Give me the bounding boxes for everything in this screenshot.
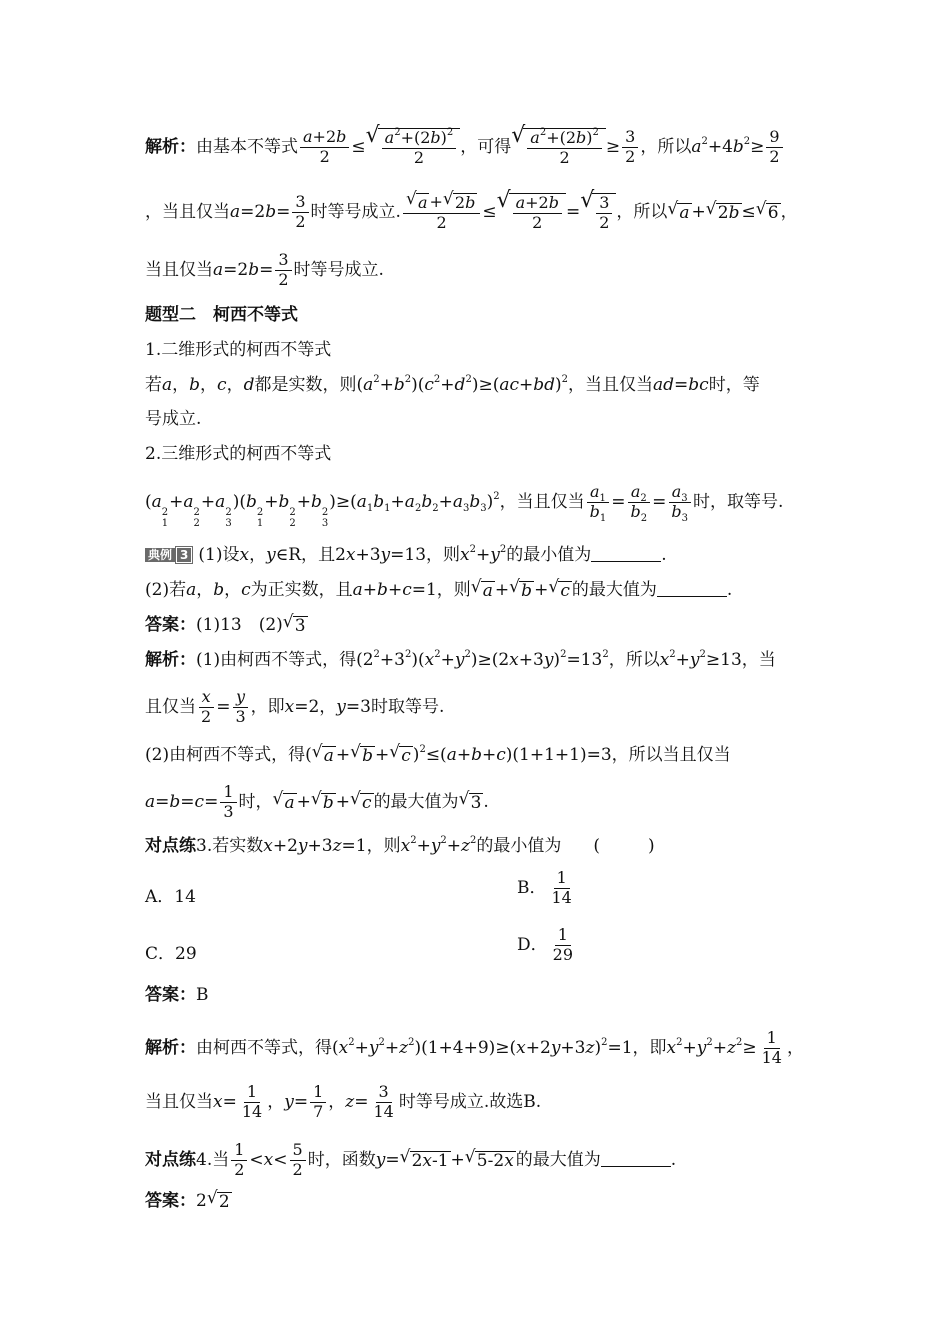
section-1-body-cont: 号成立. xyxy=(145,409,202,429)
answer-blank xyxy=(657,581,727,597)
practice-3-question: 对点练3.若实数x+2y+3z=1，则$x^2+y^2+z^2$的最小值为 ( ) xyxy=(145,835,655,856)
example-badge: 典例 3 xyxy=(145,547,192,563)
section-heading: 题型二 柯西不等式 xyxy=(145,305,298,325)
solution-line-2: ，当且仅当a=2b= $\frac{3}{2}$ 时等号成立. √ a + √ 2b 2 ≤ √ $\frac{a+2b}{2}$ = √ $\frac{3}{2}$ ，所以 √ a + √ 2b ≤ √ 6 ， xyxy=(145,188,798,232)
example-3-answer: 答案：(1)13 (2) √ 3 xyxy=(145,612,306,636)
practice-4-answer: 答案：2 √ 2 xyxy=(145,1188,230,1212)
solution-label: 解析： xyxy=(145,136,196,157)
option-d: D． $\frac{1}{29}$ xyxy=(517,925,573,964)
solution-line-3: 当且仅当a=2b= $\frac{3}{2}$ 时等号成立. xyxy=(145,250,384,289)
section-1-body: 若a，b，c，d都是实数，则$(a^2+b^2)(c^2+d^2)\ge(ac+bd)^2$，当且仅当ad=bc时，等 xyxy=(145,374,760,395)
practice-3-solution-2: 当且仅当x= $\frac{1}{14}$ ，y= $\frac{1}{7}$ ，z= $\frac{3}{14}$ 时等号成立.故选B. xyxy=(145,1082,542,1121)
example-3-solution-3: (2)由柯西不等式，得( √ a + √ b + √ c )$^2$≤(a+b+c)(1+1+1)=3，所以当且仅当 xyxy=(145,742,731,766)
answer-blank xyxy=(601,1151,671,1167)
practice-4-question: 对点练4.当 $\frac{1}{2}$ <x< $\frac{5}{2}$ 时，函数y= √ 2x-1 + √ 5-2x 的最大值为 . xyxy=(145,1140,677,1179)
example-3-solution-2: 且仅当 $\frac{x}{2}$ = $\frac{y}{3}$ ，即x=2，y=3时取等号. xyxy=(145,687,445,726)
option-b: B． $\frac{1}{14}$ xyxy=(517,868,572,907)
example-3-q1: 典例 3 (1)设x，y∈R，且2x+3y=13，则$x^2+y^2$的最小值为 . xyxy=(145,546,667,564)
example-3-q2: (2)若a，b，c为正实数，且a+b+c=1，则 √ a + √ b + √ c 的最大值为 . xyxy=(145,577,733,601)
section-1-title: 1.二维形式的柯西不等式 xyxy=(145,340,332,360)
example-3-solution-1: 解析：(1)由柯西不等式，得$(2^2+3^2)(x^2+y^2)\ge(2x+3y)^2=13^2$，所以$x^2+y^2\ge 13$，当 xyxy=(145,649,776,670)
option-a: A．14 xyxy=(145,887,196,907)
section-2-body: (a 2 1 +a 2 2 +a 2 3 )(b 2 1 +b 2 2 +b 2 3 )$\ge(a_1b_1+a_2b_2+a_3b_3)^2$，当且仅当 $\frac{a_1}{b_1}$ = $\frac{a_2}{b_2}$ = $\frac{a_3}{b_3}$ 时，取等号. xyxy=(145,482,784,529)
option-c: C．29 xyxy=(145,944,197,964)
practice-3-solution-1: 解析：由柯西不等式，得$(x^2+y^2+z^2)(1+4+9)\ge(x+2y+3z)^2=1$，即$x^2+y^2+z^2\ge$ $\frac{1}{14}$ ， xyxy=(145,1028,804,1067)
section-2-title: 2.三维形式的柯西不等式 xyxy=(145,444,332,464)
example-3-solution-4: a=b=c= $\frac{1}{3}$ 时， √ a + √ b + √ c 的最大值为 √ 3 . xyxy=(145,782,489,821)
answer-blank xyxy=(591,546,661,562)
practice-3-answer: 答案：B xyxy=(145,985,209,1005)
solution-line-1: 解析：由基本不等式 $\frac{a+2b}{2}$ ≤ √ $\frac{a^2+(2b)^2}{2}$ ，可得 √ $\frac{a^2+(2b)^2}{2}$ ≥ $\frac{3}{2}$ ，所以$a^2+4b^2\ge$ $\frac{9}{2}$ xyxy=(145,128,785,167)
